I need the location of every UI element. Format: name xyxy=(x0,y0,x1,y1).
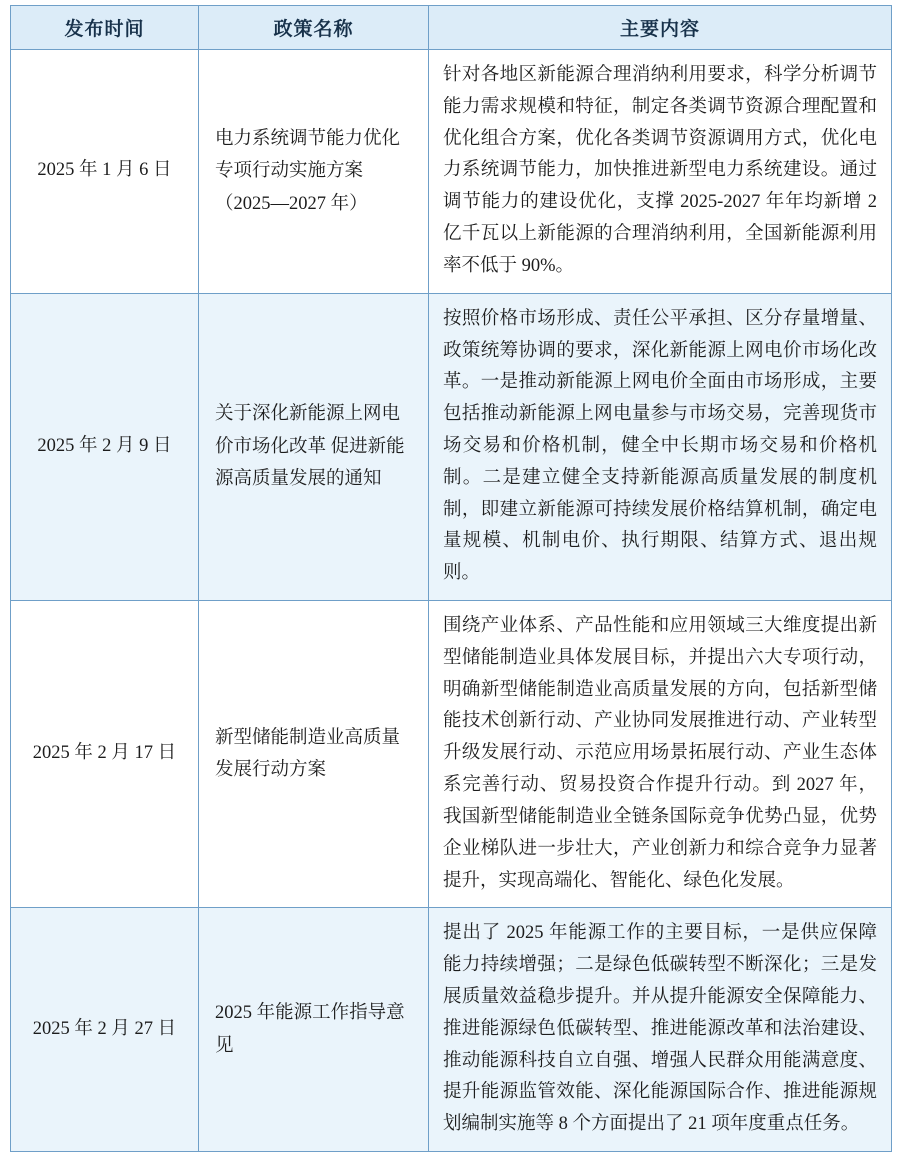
table-row xyxy=(11,601,892,908)
cell-policy-name: 电力系统调节能力优化专项行动实施方案（2025—2027 年） xyxy=(199,50,429,294)
cell-date: 2025 年 2 月 17 日 xyxy=(11,601,199,908)
cell-date: 2025 年 2 月 9 日 xyxy=(11,293,199,600)
cell-date: 2025 年 2 月 27 日 xyxy=(11,908,199,1152)
table-header xyxy=(11,6,892,50)
table-row xyxy=(11,293,892,600)
cell-main-content: 围绕产业体系、产品性能和应用领域三大维度提出新型储能制造业具体发展目标，并提出六大专项行动，明确新型储能制造业高质量发展的方向，包括新型储能技术创新行动、产业协同发展推进行动、产业转型升级发展行动、示范应用场景拓展行动、产业生态体系完善行动、贸易投资合作提升行动。到 2027 年，我国新型储能制造业全链条国际竞争优势凸显，优势企业梯队进一步壮大，产业创新力和综合竞争力显著提升，实现高端化、智能化、绿色化发展。 xyxy=(429,601,892,908)
cell-main-content: 提出了 2025 年能源工作的主要目标，一是供应保障能力持续增强；二是绿色低碳转型不断深化；三是发展质量效益稳步提升。并从提升能源安全保障能力、推进能源绿色低碳转型、推进能源改革和法治建设、推动能源科技自立自强、增强人民群众用能满意度、提升能源监管效能、深化能源国际合作、推进能源规划编制实施等 8 个方面提出了 21 项年度重点任务。 xyxy=(429,908,892,1152)
cell-policy-name: 2025 年能源工作指导意见 xyxy=(199,908,429,1152)
column-header-main-content: 主要内容 xyxy=(429,6,892,50)
header-row xyxy=(11,6,892,50)
cell-policy-name: 关于深化新能源上网电价市场化改革 促进新能源高质量发展的通知 xyxy=(199,293,429,600)
table-row xyxy=(11,50,892,294)
cell-date: 2025 年 1 月 6 日 xyxy=(11,50,199,294)
cell-main-content: 针对各地区新能源合理消纳利用要求，科学分析调节能力需求规模和特征，制定各类调节资源合理配置和优化组合方案，优化各类调节资源调用方式，优化电力系统调节能力，加快推进新型电力系统建设。通过调节能力的建设优化，支撑 2025-2027 年年均新增 2 亿千瓦以上新能源的合理消纳利用，全国新能源利用率不低于 90%。 xyxy=(429,50,892,294)
cell-main-content: 按照价格市场形成、责任公平承担、区分存量增量、政策统筹协调的要求，深化新能源上网电价市场化改革。一是推动新能源上网电价全面由市场形成，主要包括推动新能源上网电量参与市场交易，完善现货市场交易和价格机制，健全中长期市场交易和价格机制。二是建立健全支持新能源高质量发展的制度机制，即建立新能源可持续发展价格结算机制，确定电量规模、机制电价、执行期限、结算方式、退出规则。 xyxy=(429,293,892,600)
cell-policy-name: 新型储能制造业高质量发展行动方案 xyxy=(199,601,429,908)
column-header-date: 发布时间 xyxy=(11,6,199,50)
policy-table xyxy=(10,5,892,1152)
policy-table-container xyxy=(0,5,901,1152)
table-body xyxy=(11,50,892,1152)
column-header-policy-name: 政策名称 xyxy=(199,6,429,50)
table-row xyxy=(11,908,892,1152)
